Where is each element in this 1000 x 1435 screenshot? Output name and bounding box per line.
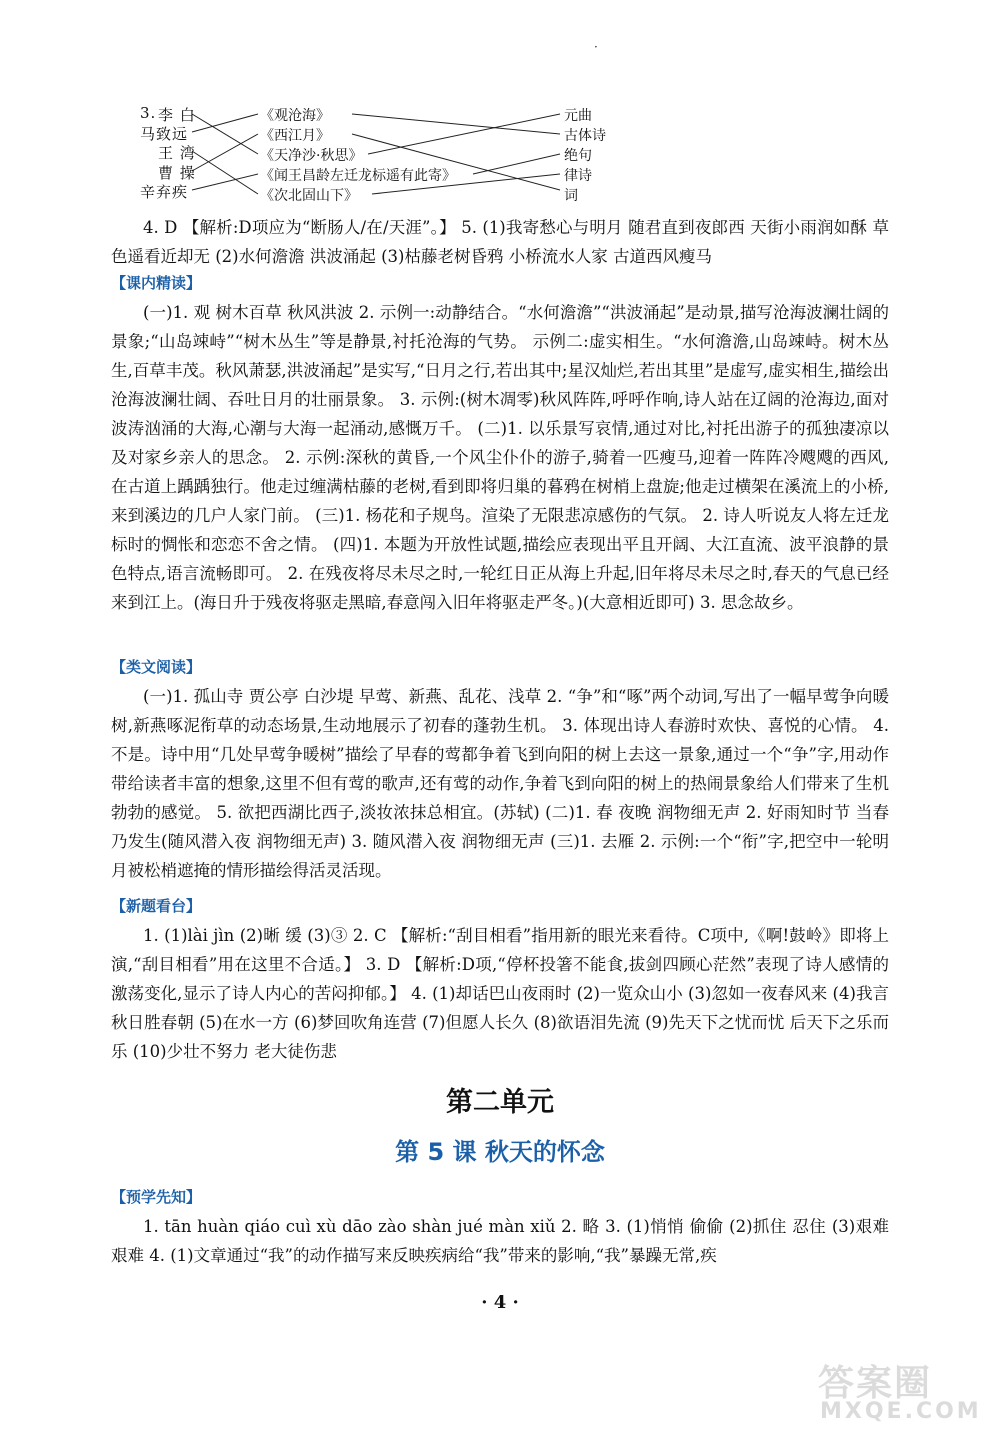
poet-xinqiji: 辛弃疾 <box>140 183 189 201</box>
section-yuxue-xianzhi: 【预学先知】 <box>111 1188 202 1206</box>
kenei-answers <box>111 298 889 617</box>
unit-title: 第二单元 <box>446 1087 554 1118</box>
answer-paragraph-4-5 <box>111 213 889 271</box>
genre-jueju: 绝句 <box>564 148 592 164</box>
watermark-brand: 答案圈 <box>818 1363 933 1404</box>
poet-caocao: 曹 操 <box>158 164 196 182</box>
kenei-text: (一)1. 观 树木百草 秋风洪波 2. 示例一:动静结合。“水何澹澹”“洪波涌起”是动景,描写沧海波澜壮阔的景象;“山岛竦峙”“树木丛生”等是静景,衬托沧海的气势。 示例二:虚实相生。“水何澹澹,山岛竦峙。树木丛生,百草丰茂。秋风萧瑟,洪波涌起”是实写,“日月之行,若出其中;星汉灿烂,若出其里”是虚写,虚实相生,描绘出沧海波澜壮阔、吞吐日月的壮丽景象。 3. 示例:(树木凋零)秋风阵阵,呼呼作响,诗人站在辽阔的沧海边,面对波涛汹涌的大海,心潮与大海一起涌动,感慨万千。 (二)1. 以乐景写哀情,通过对比,衬托出游子的孤独凄凉以及对家乡亲人的思念。 2. 示例:深秋的黄昏,一个风尘仆仆的游子,骑着一匹瘦马,迎着一阵阵冷飕飕的西风,在古道上踽踽独行。他走过缠满枯藤的老树,看到即将归巢的暮鸦在树梢上盘旋;他走过横架在溪流上的小桥,来到溪边的几户人家门前。 (三)1. 杨花和子规鸟。渲染了无限悲凉感伤的气氛。 2. 诗人听说友人将左迁龙标时的惆怅和恋恋不舍之情。 (四)1. 本题为开放性试题,描绘应表现出平且开阔、大江直流、波平浪静的景色特点,语言流畅即可。 2. 在残夜将尽未尽之时,一轮红日正从海上升起,旧年将尽未尽之时,春天的气息已经来到江上。(海日升于残夜将驱走黑暗,春意闯入旧年将驱走严冬。)(大意相近即可) 3. 思念故乡。 <box>111 303 889 612</box>
work-cibeigushan: 《次北固山下》 <box>260 188 358 204</box>
yuxue-answers <box>111 1212 889 1270</box>
watermark-logo <box>818 1355 986 1427</box>
genre-yuanqu: 元曲 <box>564 108 592 124</box>
genre-ci: 词 <box>564 188 578 204</box>
section-kenei-jingdu: 【课内精读】 <box>111 274 202 292</box>
poet-libai: 李 白 <box>158 106 196 124</box>
answer-text: 4. D 【解析:D项应为“断肠人/在/天涯”。】 5. (1)我寄愁心与明月 随君直到夜郎西 天街小雨润如酥 草色遥看近却无 (2)水何澹澹 洪波涌起 (3)枯藤老树昏鸦 小桥流水人家 古道西风瘦马 <box>111 218 889 266</box>
work-wenwangchangling: 《闻王昌龄左迁龙标遥有此寄》 <box>260 168 456 184</box>
work-tianjingsha: 《天净沙·秋思》 <box>260 148 363 164</box>
leiwen-answers <box>111 682 889 885</box>
yuxue-text: 1. tān huàn qiáo cuì xù dāo zào shàn jué màn xiǔ 2. 略 3. (1)悄悄 偷偷 (2)抓住 忍住 (3)艰难 艰难 4. (1)文章通过“我”的动作描写来反映疾病给“我”带来的影响,“我”暴躁无常,疾 <box>111 1217 889 1265</box>
leiwen-text: (一)1. 孤山寺 贾公亭 白沙堤 早莺、新燕、乱花、浅草 2. “争”和“啄”两个动词,写出了一幅早莺争向暖树,新燕啄泥衔草的动态场景,生动地展示了初春的蓬勃生机。 3. 体现出诗人春游时欢快、喜悦的心情。 4. 不是。诗中用“几处早莺争暖树”描绘了早春的莺都争着飞到向阳的树上去这一景象,通过一个“争”字,用动作带给读者丰富的想象,这里不但有莺的歌声,还有莺的动作,争着飞到向阳的树上的热闹景象给人们带来了生机勃勃的感觉。 5. 欲把西湖比西子,淡妆浓抹总相宜。(苏轼) (二)1. 春 夜晚 润物细无声 2. 好雨知时节 当春乃发生(随风潜入夜 润物细无声) 3. 随风潜入夜 润物细无声 (三)1. 去雁 2. 示例:一个“衔”字,把空中一轮明月被松梢遮掩的情形描绘得活灵活现。 <box>111 687 889 880</box>
genre-lushi: 律诗 <box>564 168 592 184</box>
work-xijiangyue: 《西江月》 <box>260 128 330 144</box>
xinti-text: 1. (1)lài jìn (2)晰 缓 (3)③ 2. C 【解析:“刮目相看”指用新的眼光来看待。C项中,《啊!鼓岭》即将上演,“刮目相看”用在这里不合适。】 3. D 【解析:D项,“停杯投箸不能食,拔剑四顾心茫然”表现了诗人感情的激荡变化,显示了诗人内心的苦闷抑郁。】 4. (1)却话巴山夜雨时 (2)一览众山小 (3)忽如一夜春风来 (4)我言秋日胜春朝 (5)在水一方 (6)梦回吹角连营 (7)但愿人长久 (8)欲语泪先流 (9)先天下之忧而忧 后天下之乐而乐 (10)少壮不努力 老大徒伤悲 <box>111 926 889 1061</box>
section-leiwen-yuedu: 【类文阅读】 <box>111 658 202 676</box>
lesson-title: 第 5 课 秋天的怀念 <box>395 1138 605 1166</box>
watermark-url: MXQE.COM <box>820 1399 982 1424</box>
poet-mazhiyuan: 马致远 <box>140 125 189 143</box>
genre-gutishi: 古体诗 <box>564 128 606 144</box>
matching-exercise <box>140 104 640 204</box>
section-xinti-kantai: 【新题看台】 <box>111 897 202 915</box>
poet-wangwan: 王 湾 <box>158 144 196 162</box>
question-number: 3. <box>140 104 157 122</box>
work-guancanghai: 《观沧海》 <box>260 108 330 124</box>
xinti-answers <box>111 921 889 1066</box>
page-number: · 4 · <box>481 1292 519 1313</box>
top-dot-mark: · <box>594 40 598 54</box>
